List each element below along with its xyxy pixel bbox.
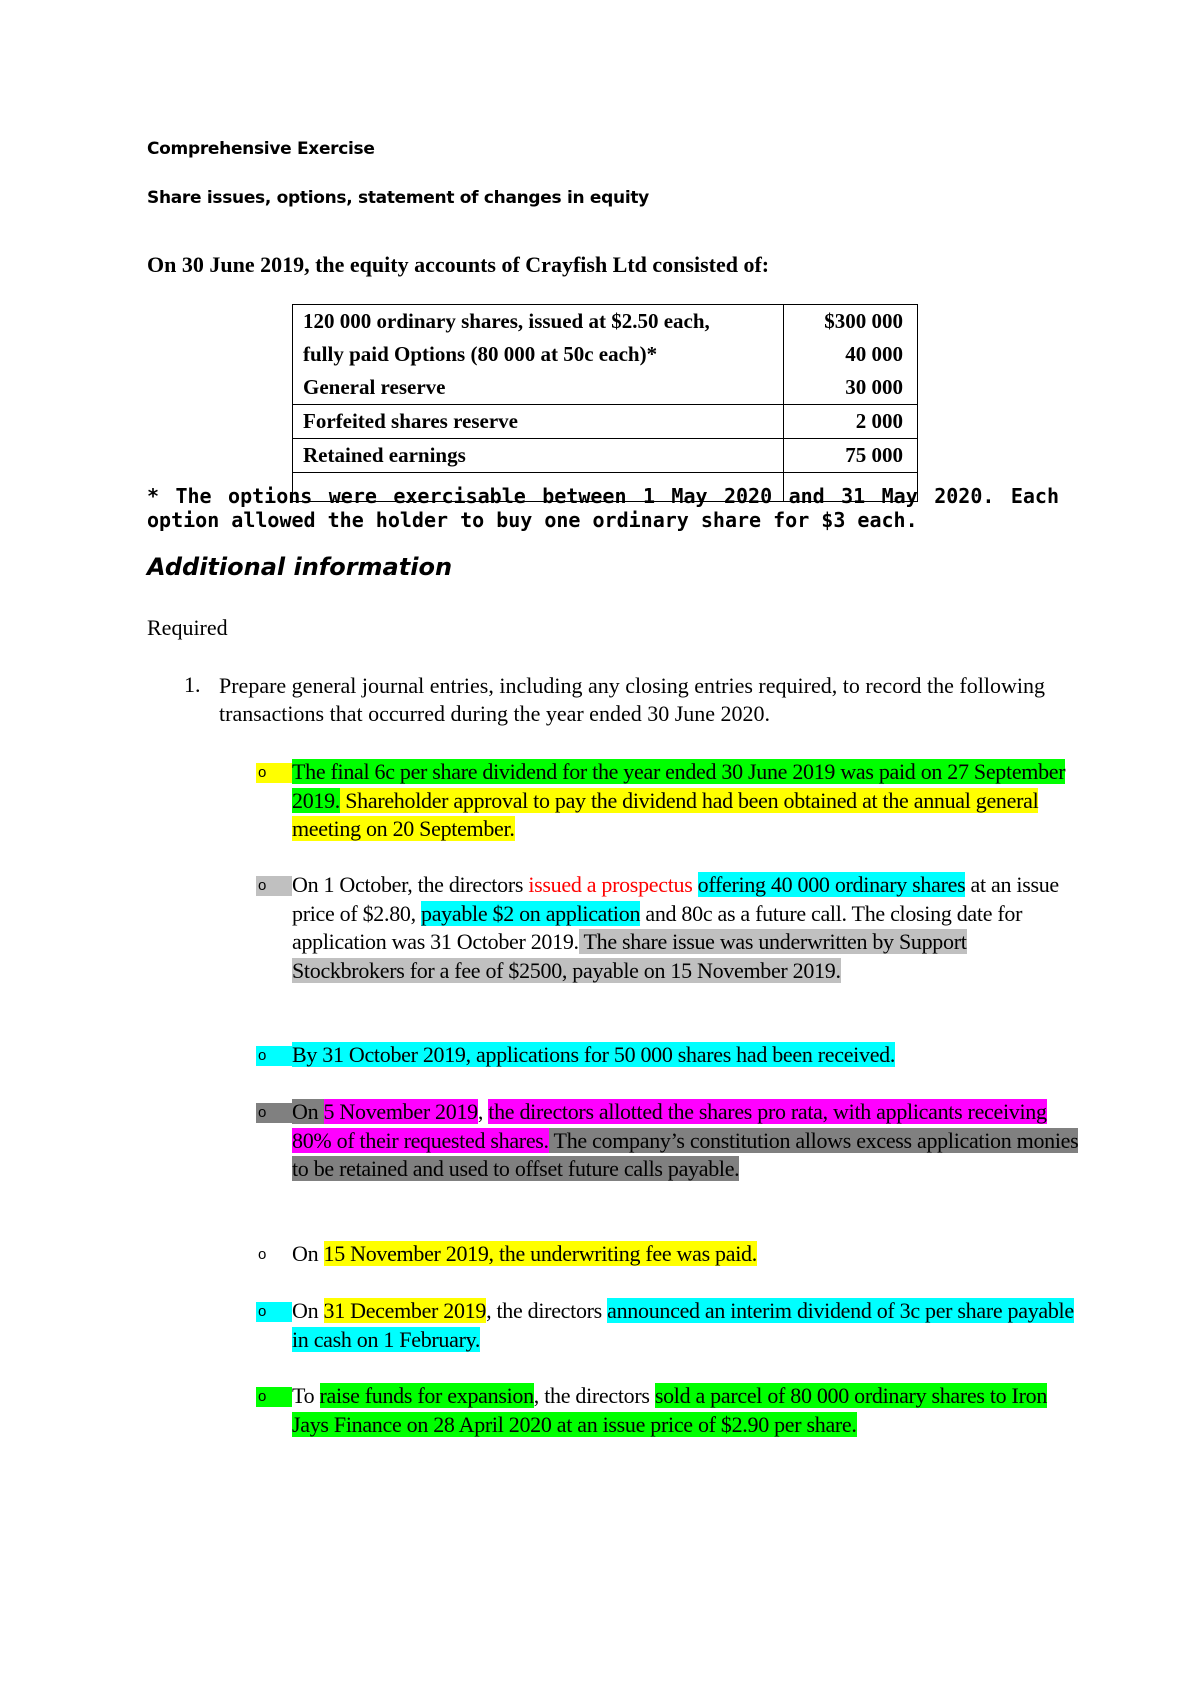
item-text: and 80c as a future call. The closing date for application was 31 October 2019. (292, 900, 1023, 954)
bullet-marker: o (256, 1046, 292, 1066)
table-cell-desc: fully paid Options (80 000 at 50c each)* (293, 338, 784, 371)
item-text: The company’s constitution allows excess application monies to be retained and used to offset future calls payable. (292, 1127, 1079, 1181)
document-subtitle: Share issues, options, statement of changes in equity (147, 188, 649, 208)
item-text: Shareholder approval to pay the dividend had been obtained at the annual general meeting on 20 September. (292, 787, 1039, 841)
item-text: 31 December 2019 (323, 1298, 487, 1323)
list-item (292, 758, 1082, 844)
intro-paragraph: On 30 June 2019, the equity accounts of Crayfish Ltd consisted of: (147, 252, 770, 277)
bullet-marker: o (258, 1246, 267, 1263)
required-label: Required (147, 615, 228, 640)
item-text: sold a parcel of 80 000 ordinary shares to Iron Jays Finance on 28 April 2020 at an issue price of $2.90 per share. (292, 1383, 1048, 1437)
table-cell-amount: $300 000 (784, 305, 918, 339)
table-row (293, 305, 918, 339)
item-text: announced an interim dividend of 3c per share payable in cash on 1 February. (292, 1298, 1074, 1352)
item-text: On 1 October, the directors (292, 872, 529, 897)
bullet-marker: o (256, 1103, 292, 1123)
table-row (293, 405, 918, 439)
table-cell-desc: General reserve (293, 371, 784, 405)
item-text: On (292, 1298, 324, 1323)
table-cell-desc: 120 000 ordinary shares, issued at $2.50 each, (293, 305, 784, 339)
options-footnote: * The options were exercisable between 1 May 2020 and 31 May 2020. Each option allowed the holder to buy one ordinary share for $3 each. (147, 484, 1059, 532)
table-row (293, 439, 918, 473)
list-item (292, 1382, 1082, 1439)
item-text: at an issue price of $2.80, (292, 872, 1059, 926)
table-cell-amount: 40 000 (784, 338, 918, 371)
bullet-marker: o (256, 763, 292, 783)
table-cell-desc: Forfeited shares reserve (293, 405, 784, 439)
additional-information-heading: Additional information (147, 553, 453, 581)
question-text: Prepare general journal entries, including any closing entries required, to record the following transactions that occurred during the year ended 30 June 2020. (219, 673, 1045, 726)
bullet-marker: o (256, 1302, 292, 1322)
item-text: The final 6c per share dividend for the year ended 30 June 2019 was paid on 27 September 2019. (292, 759, 1066, 813)
document-title: Comprehensive Exercise (147, 139, 375, 159)
item-text: , (477, 1099, 489, 1124)
table-row (293, 371, 918, 405)
item-text: On (292, 1241, 324, 1266)
item-text: The share issue was underwritten by Support Stockbrokers for a fee of $2500, payable on 15 November 2019. (292, 929, 967, 983)
table-row (293, 338, 918, 371)
table-cell-desc: Retained earnings (293, 439, 784, 473)
list-item (292, 1041, 1082, 1070)
item-text: payable $2 on application (421, 900, 641, 926)
question-number: 1. (184, 672, 201, 697)
item-text: , the directors (486, 1298, 608, 1323)
bullet-marker: o (256, 876, 292, 896)
item-text: By 31 October 2019, applications for 50 000 shares had been received. (292, 1042, 896, 1067)
table-cell-amount: 30 000 (784, 371, 918, 405)
item-text: raise funds for expansion (319, 1383, 534, 1408)
item-text: On (292, 1099, 324, 1124)
table-cell-amount: 75 000 (784, 439, 918, 473)
item-text: To (292, 1383, 320, 1408)
table-cell-amount: 2 000 (784, 405, 918, 439)
item-text: the directors allotted the shares pro rata, with applicants receiving 80% of their requested shares. (292, 1099, 1047, 1153)
list-item (292, 1240, 1082, 1269)
item-text (692, 872, 697, 897)
bullet-marker: o (256, 1387, 292, 1407)
item-text: offering 40 000 ordinary shares (697, 872, 966, 897)
item-text: , the directors (533, 1383, 655, 1408)
list-item (292, 1297, 1082, 1354)
item-text-red: issued a prospectus (528, 872, 693, 897)
list-item (292, 871, 1082, 985)
item-text: 5 November 2019 (323, 1099, 478, 1124)
list-item (292, 1098, 1082, 1184)
equity-table (292, 304, 918, 502)
item-text: 15 November 2019, the underwriting fee was paid. (323, 1241, 757, 1266)
